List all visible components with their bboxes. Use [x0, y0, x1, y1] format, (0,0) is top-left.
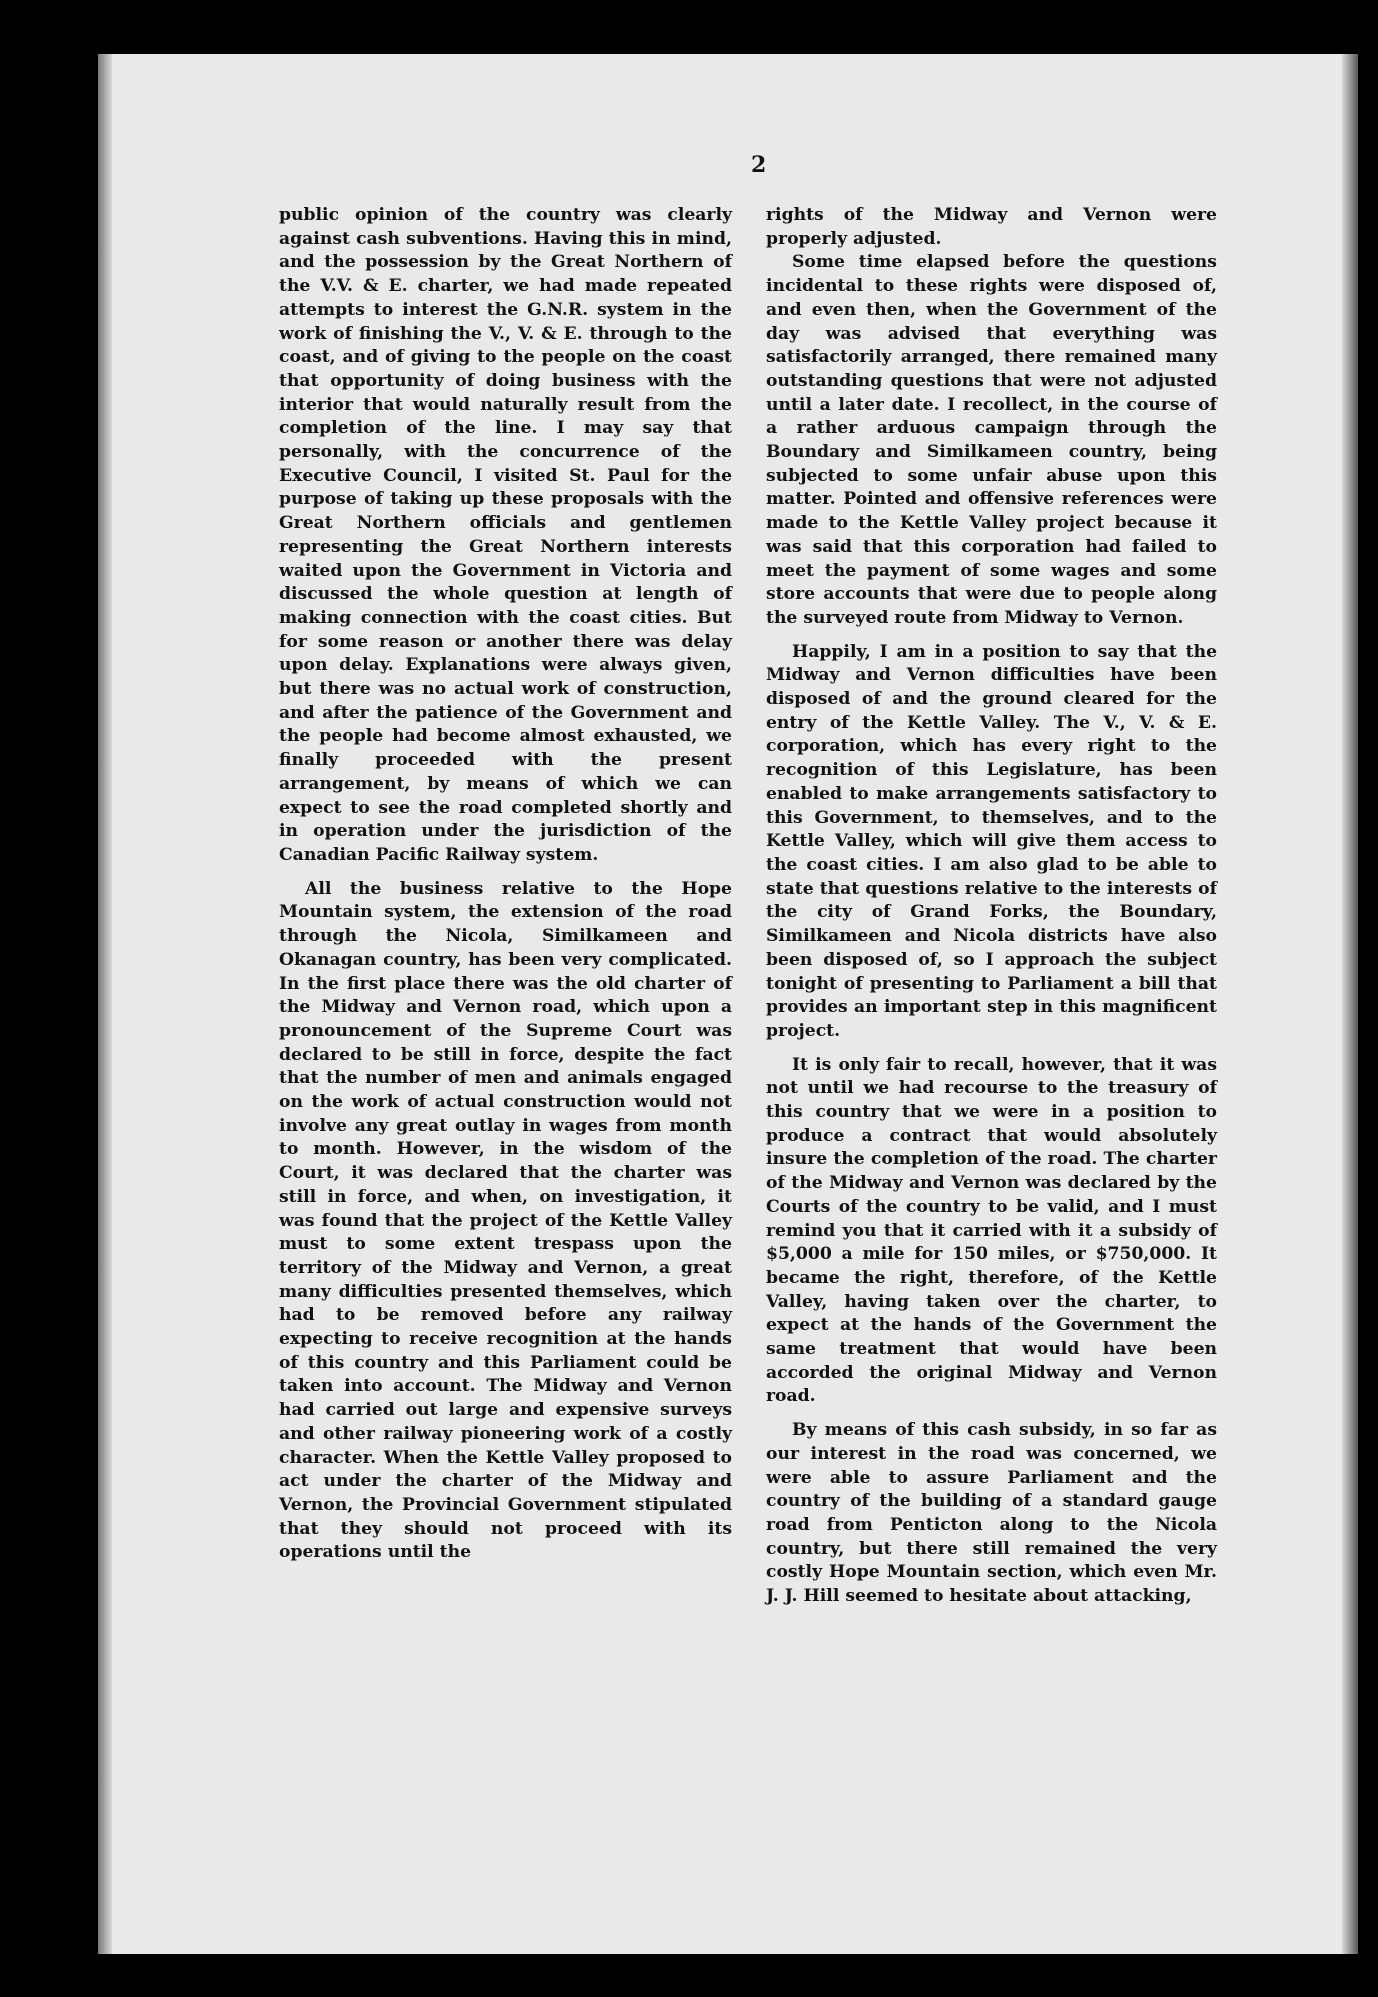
paragraph: public opinion of the country was clearly against cash subventions. Having this in mind, and the possession by the Great Northern of the V.V. & E. charter, we had made repeated attempts to interest the G.N.R. system in the work of finishing the V., V. & E. through to the coast, and of giving to the people on the coast that opportunity of doing business with the interior that would naturally result from the completion of the line. I may say that personally, with the concurrence of the Executive Council, I visited St. Paul for the purpose of taking up these proposals with the Great Northern officials and gentlemen representing the Great Northern interests waited upon the Government in Victoria and discussed the whole question at length of making connection with the coast cities. But for some reason or another there was delay upon delay. Explanations were always given, but there was no actual work of construction, and after the patience of the Government and the people had become almost exhausted, we finally proceeded with the present arrangement, by means of which we can expect to see the road completed shortly and in operation under the jurisdiction of the Canadian Pacific Railway system.: [279, 205, 732, 865]
paragraph: By means of this cash subsidy, in so far as our interest in the road was concerned, we were able to assure Parliament and the country of the building of a standard gauge road from Penticton along to the Nicola country, but there still remained the very costly Hope Mountain section, which even Mr. J. J. Hill seemed to hesitate about attacking,: [766, 1420, 1217, 1607]
paragraph: rights of the Midway and Vernon were properly adjusted.: [766, 205, 1217, 249]
paragraph: Some time elapsed before the questions incidental to these rights were disposed of, and even then, when the Government of the day was advised that everything was satisfactorily arranged, there remained many outstanding questions that were not adjusted until a later date. I recollect, in the course of a rather arduous campaign through the Boundary and Similkameen country, being subjected to some unfair abuse upon this matter. Pointed and offensive references were made to the Kettle Valley project because it was said that this corporation had failed to meet the payment of some wages and some store accounts that were due to people along the surveyed route from Midway to Vernon.: [766, 252, 1217, 628]
document-page: [98, 54, 1358, 1954]
left-text-column: [279, 204, 732, 1565]
paragraph: Happily, I am in a position to say that the Midway and Vernon difficulties have been disposed of and the ground cleared for the entry of the Kettle Valley. The V., V. & E. corporation, which has every right to the recognition of this Legislature, has been enabled to make arrangements satisfactory to this Government, to themselves, and to the Kettle Valley, which will give them access to the coast cities. I am also glad to be able to state that questions relative to the interests of the city of Grand Forks, the Boundary, Similkameen and Nicola districts have also been disposed of, so I approach the subject tonight of presenting to Parliament a bill that provides an important step in this magnificent project.: [766, 641, 1217, 1041]
paragraph: It is only fair to recall, however, that it was not until we had recourse to the treasury of this country that we were in a position to produce a contract that would absolutely insure the completion of the road. The charter of the Midway and Vernon was declared by the Courts of the country to be valid, and I must remind you that it carried with it a subsidy of $5,000 a mile for 150 miles, or $750,000. It became the right, therefore, of the Kettle Valley, having taken over the charter, to expect at the hands of the Government the same treatment that would have been accorded the original Midway and Vernon road.: [766, 1054, 1217, 1407]
page-left-edge-shadow: [98, 54, 112, 1954]
page-number: 2: [751, 152, 767, 178]
right-text-column: [766, 204, 1217, 1609]
paragraph: All the business relative to the Hope Mountain system, the extension of the road through the Nicola, Similkameen and Okanagan country, has been very complicated. In the first place there was the old charter of the Midway and Vernon road, which upon a pronouncement of the Supreme Court was declared to be still in force, despite the fact that the number of men and animals engaged on the work of actual construction would not involve any great outlay in wages from month to month. However, in the wisdom of the Court, it was declared that the charter was still in force, and when, on investigation, it was found that the project of the Kettle Valley must to some extent trespass upon the territory of the Midway and Vernon, a great many difficulties presented themselves, which had to be removed before any railway expecting to receive recognition at the hands of this country and this Parliament could be taken into account. The Midway and Vernon had carried out large and expensive surveys and other railway pioneering work of a costly character. When the Kettle Valley proposed to act under the charter of the Midway and Vernon, the Provincial Government stipulated that they should not proceed with its operations until the: [279, 878, 732, 1563]
page-right-edge-shadow: [1342, 54, 1358, 1954]
